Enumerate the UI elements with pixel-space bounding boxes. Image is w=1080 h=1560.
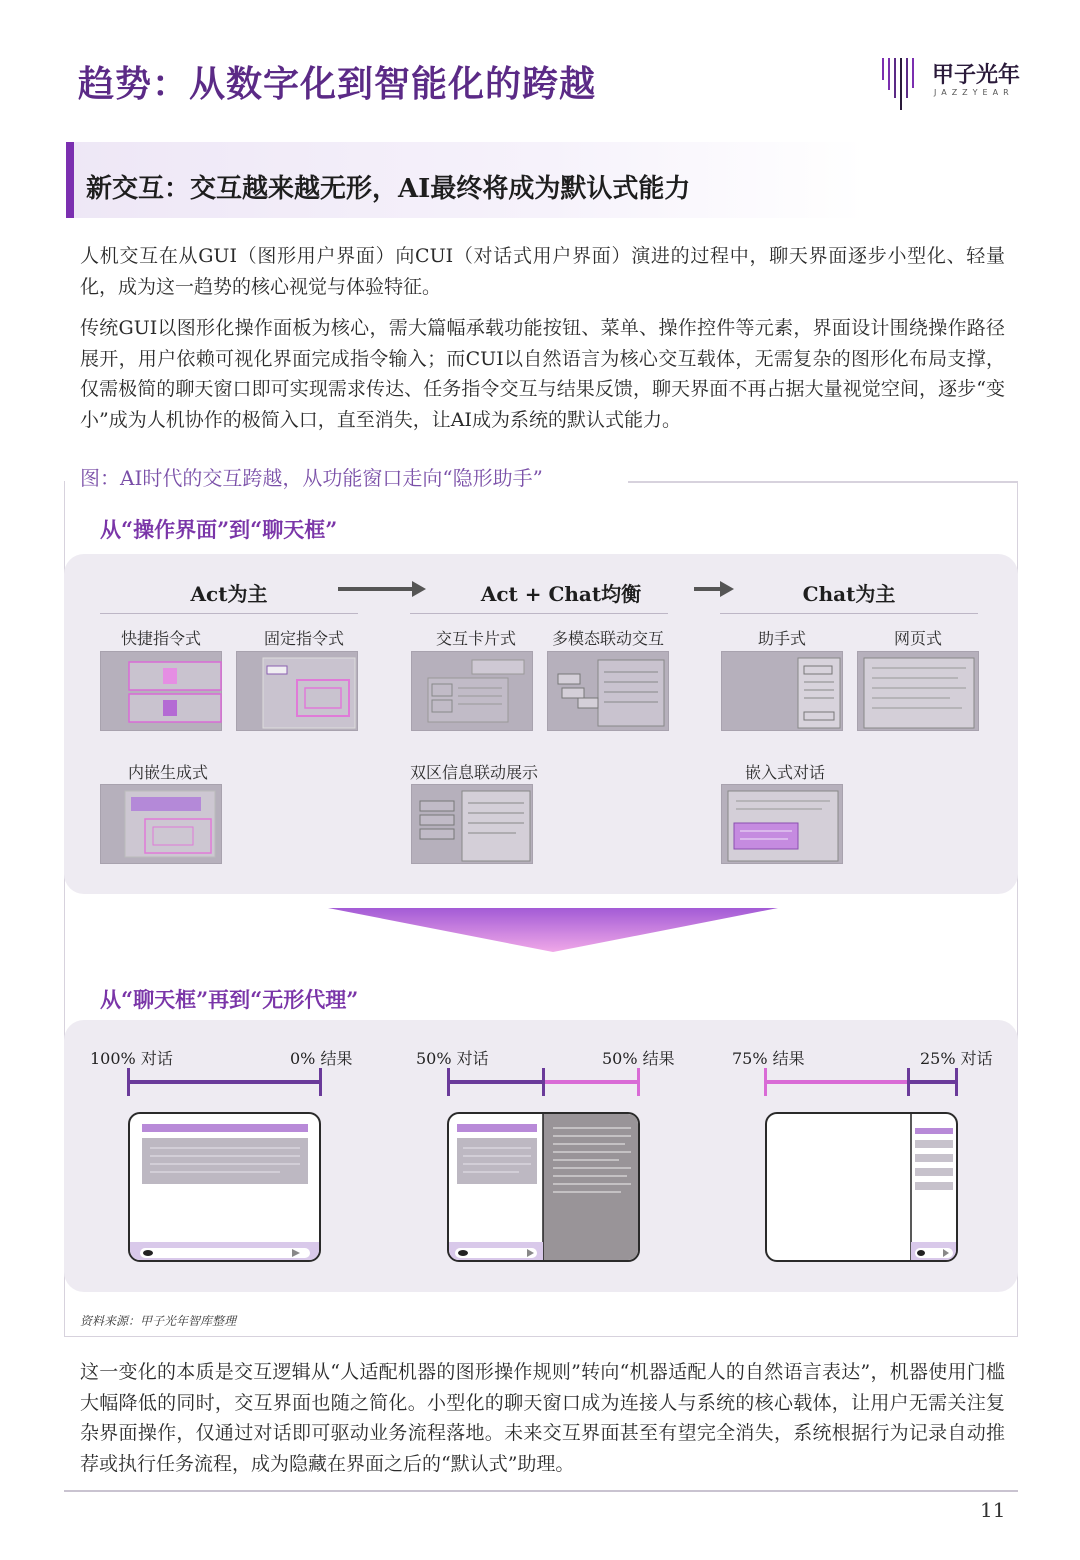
column-title-chat: Chat为主 bbox=[802, 582, 896, 606]
ratio-left-label: 50% 对话 bbox=[416, 1049, 489, 1068]
item-label: 网页式 bbox=[893, 629, 942, 648]
arrow-right-icon bbox=[694, 587, 722, 591]
ratio-tick bbox=[637, 1068, 640, 1096]
page-number: 11 bbox=[980, 1498, 1006, 1522]
window-full-chat bbox=[128, 1112, 321, 1262]
ratio-tick bbox=[764, 1068, 767, 1096]
ratio-right-label: 50% 结果 bbox=[602, 1049, 675, 1068]
down-arrow-icon bbox=[328, 908, 778, 954]
page-title: 趋势：从数字化到智能化的跨越 bbox=[78, 63, 597, 105]
item-label: 快捷指令式 bbox=[120, 629, 201, 648]
ratio-left-label: 100% 对话 bbox=[90, 1049, 173, 1068]
footer-divider bbox=[64, 1490, 1018, 1492]
ratio-left-label: 75% 结果 bbox=[732, 1049, 805, 1068]
ratio-tick bbox=[319, 1068, 322, 1096]
ratio-track-result bbox=[765, 1080, 909, 1084]
thumbnail-fixed-command bbox=[236, 651, 358, 731]
item-label: 多模态联动交互 bbox=[551, 629, 664, 648]
ratio-tick bbox=[447, 1068, 450, 1096]
ratio-tick bbox=[907, 1068, 910, 1096]
column-divider bbox=[100, 613, 358, 614]
item-label: 双区信息联动展示 bbox=[409, 763, 538, 782]
logo-text-en: JAZZYEAR bbox=[934, 88, 1014, 97]
brand-logo bbox=[880, 54, 1030, 114]
arrow-right-icon bbox=[338, 587, 414, 591]
figure-frame-top bbox=[628, 481, 1018, 483]
ratio-right-label: 25% 对话 bbox=[920, 1049, 993, 1068]
column-title-act-chat: Act + Chat均衡 bbox=[480, 582, 642, 606]
column-divider bbox=[720, 613, 978, 614]
thumbnail-embedded-generation bbox=[100, 784, 222, 864]
item-label: 助手式 bbox=[757, 629, 806, 648]
window-result-dominant bbox=[765, 1112, 958, 1262]
thumbnail-dual-pane bbox=[411, 784, 533, 864]
column-divider bbox=[410, 613, 668, 614]
thumbnail-webpage bbox=[857, 651, 979, 731]
item-label: 固定指令式 bbox=[263, 629, 344, 648]
thumbnail-shortcut-command bbox=[100, 651, 222, 731]
item-label: 内嵌生成式 bbox=[127, 763, 208, 782]
window-split bbox=[447, 1112, 640, 1262]
banner-accent-bar bbox=[66, 142, 74, 218]
logo-text-cn: 甲子光年 bbox=[932, 63, 1021, 88]
ratio-track-dialog bbox=[909, 1080, 957, 1084]
thumbnail-embedded-dialog bbox=[721, 784, 843, 864]
figure-caption: 图：AI时代的交互跨越，从功能窗口走向“隐形助手” bbox=[80, 462, 551, 491]
figure-section-2-label: 从“聊天框”再到“无形代理” bbox=[100, 987, 359, 1012]
logo-mark-icon bbox=[880, 54, 930, 114]
figure-section-1-label: 从“操作界面”到“聊天框” bbox=[100, 517, 338, 542]
figure-source: 资料来源：甲子光年智库整理 bbox=[80, 1314, 237, 1328]
ratio-right-label: 0% 结果 bbox=[290, 1049, 353, 1068]
paragraph-conclusion: 这一变化的本质是交互逻辑从“人适配机器的图形操作规则”转向“机器适配人的自然语言表达”，机器使用门槛大幅降低的同时，交互界面也随之简化。小型化的聊天窗口成为连接人与系统的核心载体，让用户无需关注复杂界面操作，仅通过对话即可驱动业务流程落地。未来交互界面甚至有望完全消失，系统根据行为记录自动推荐或执行任务流程，成为隐藏在界面之后的“默认式”助理。 bbox=[80, 1361, 1005, 1475]
item-label: 交互卡片式 bbox=[435, 629, 516, 648]
thumbnail-interactive-card bbox=[411, 651, 533, 731]
section-banner bbox=[66, 142, 866, 218]
ratio-tick bbox=[542, 1068, 545, 1096]
item-label: 嵌入式对话 bbox=[744, 763, 825, 782]
ratio-track-result bbox=[544, 1080, 640, 1084]
ratio-tick bbox=[955, 1068, 958, 1096]
paragraph-intro: 人机交互在从GUI（图形用户界面）向CUI（对话式用户界面）演进的过程中，聊天界面逐步小型化、轻量化，成为这一趋势的核心视觉与体验特征。 bbox=[80, 245, 1005, 298]
ratio-tick bbox=[127, 1068, 130, 1096]
section-title: 新交互：交互越来越无形，AI最终将成为默认式能力 bbox=[86, 174, 691, 204]
ratio-track-dialog bbox=[448, 1080, 544, 1084]
paragraph-gui-cui: 传统GUI以图形化操作面板为核心，需大篇幅承载功能按钮、菜单、操作控件等元素，界面设计围绕操作路径展开，用户依赖可视化界面完成指令输入；而CUI以自然语言为核心交互载体，无需复杂的图形化布局支撑，仅需极简的聊天窗口即可实现需求传达、任务指令交互与结果反馈，聊天界面不再占据大量视觉空间，逐步“变小”成为人机协作的极简入口，直至消失，让AI成为系统的默认式能力。 bbox=[80, 317, 1005, 431]
thumbnail-multimodal bbox=[547, 651, 669, 731]
ratio-track-dialog bbox=[128, 1080, 321, 1084]
column-title-act: Act为主 bbox=[190, 582, 268, 606]
thumbnail-assistant bbox=[721, 651, 843, 731]
